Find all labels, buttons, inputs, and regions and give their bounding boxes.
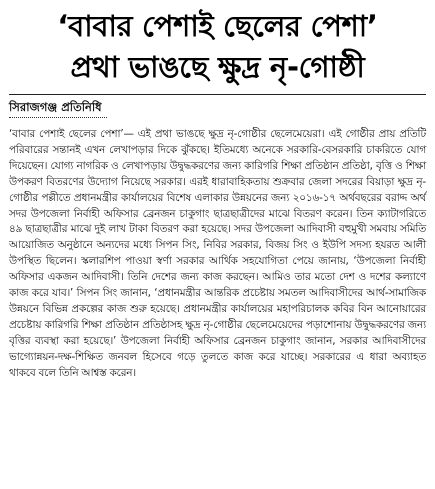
byline: সিরাজগঞ্জ প্রতিনিধি	[9, 100, 102, 114]
byline-underline	[9, 117, 107, 118]
headline-line-2: প্রথা ভাঙছে ক্ষুদ্র নৃ-গোষ্ঠী	[70, 50, 365, 84]
headline-line-1: ‘বাবার পেশাই ছেলের পেশা’	[57, 9, 378, 43]
headline	[9, 6, 426, 88]
headline-divider	[9, 94, 426, 95]
article-body: ‘বাবার পেশাই ছেলের পেশা’— এই প্রথা ভাঙছে ক্ষুদ্র নৃ-গোষ্ঠীর ছেলেমেয়েরা। এই গোষ্ঠীর প্রায় প্রতিটি পরিবারের সন্তানই এখন লেখাপড়ার দিকে ঝুঁকছে। ইতিমধ্যে অনেকে সরকারি-বেসরকারি চাকরিতে যোগ দিয়েছেন। যোগ্য নাগরিক ও লেখাপড়ায় উদ্বুদ্ধকরণের জন্য কারিগরি শিক্ষা প্রতিষ্ঠান প্রতিষ্ঠা, বৃত্তি ও শিক্ষা উপকরণ বিতরণের উদ্যোগ নিয়েছে সরকার। এরই ধারাবাহিকতায় শুক্রবার জেলা সদরের বিয়াড়া ক্ষুদ্র নৃ-গোষ্ঠীর পল্লীতে প্রধানমন্ত্রীর কার্যালয়ের বিশেষ এলাকার উন্নয়নের জন্য ২০১৬-১৭ অর্থবছরের বরাদ্দ অর্থ সদর উপজেলা নির্বাহী অফিসার ব্রেনজন চাকুগাং ছাত্রছাত্রীদের মাঝে বিতরণ করেন। তিন ক্যাটাগরিতে ৪৯ ছাত্রছাত্রীর মাঝে দুই লাখ টাকা বিতরণ করা হয়েছে। সদর উপজেলা আদিবাসী বহুমুখী সমবায় সমিতি আয়োজিত অনুষ্ঠানে অন্যদের মধ্যে সিপন সিং, নিবির সরকার, বিজয় সিং ও ইউপি সদস্য হযরত আলী উপস্থিত ছিলেন। স্কলারশিপ পাওয়া স্বর্ণা সরকার আর্থিক সহযোগিতা পেয়ে জানায়, ‘উপজেলা নির্বাহী অফিসার একজন আদিবাসী। তিনি দেশের জন্য কাজ করছেন। আমিও তার মতো দেশ ও দশের কল্যাণে কাজ করে যাব।’ সিপন সিং জানান, ‘প্রধানমন্ত্রীর আন্তরিক প্রচেষ্টায় সমতল আদিবাসীদের আর্থ-সামাজিক উন্নয়নে বিভিন্ন প্রকল্পের কাজ শুরু হয়েছে। প্রধানমন্ত্রীর কার্যালয়ের মহাপরিচালক কবির বিন আনোয়ারের প্রচেষ্টায় কারিগরি শিক্ষা প্রতিষ্ঠান প্রতিষ্ঠাসহ ক্ষুদ্র নৃ-গোষ্ঠীর ছেলেমেয়েদের পড়াশোনায় উদ্বুদ্ধকরণের জন্য বৃত্তির ব্যবস্থা করা হয়েছে।’ উপজেলা নির্বাহী অফিসার ব্রেনজন চাকুগাং জানান, সরকার আদিবাসীদের ভাগ্যোন্নয়ন-দক্ষ-শিক্ষিত জনবল হিসেবে গড়ে তুলতে কাজ করে যাচ্ছে। সরকারের এ ধারা অব্যাহত থাকবে বলে তিনি আশ্বস্ত করেন।	[9, 128, 426, 379]
